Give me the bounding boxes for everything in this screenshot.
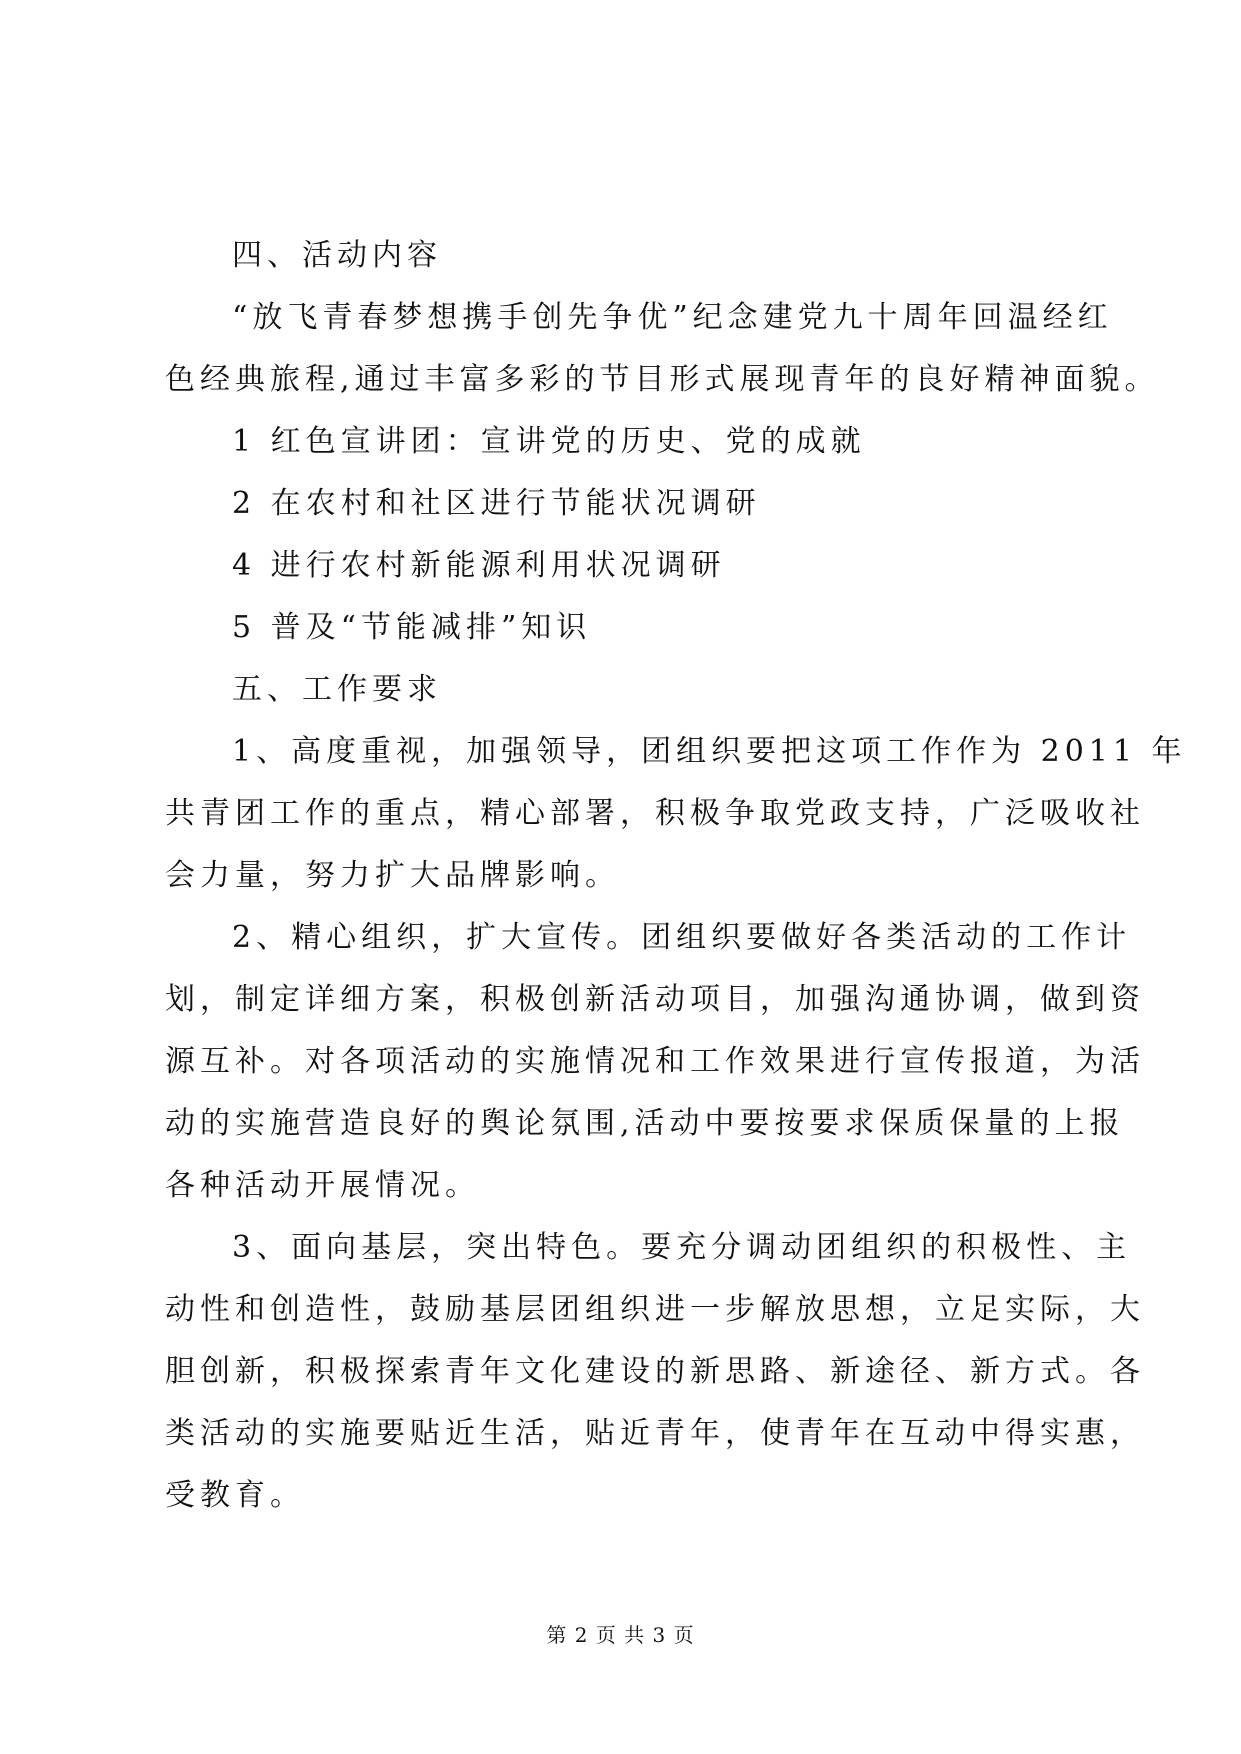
paragraph-line: 动的实施营造良好的舆论氛围,活动中要按要求保质保量的上报: [165, 1106, 1125, 1141]
paragraph-line: 类活动的实施要贴近生活，贴近青年，使青年在互动中得实惠，: [165, 1416, 1145, 1451]
paragraph-line: 源互补。对各项活动的实施情况和工作效果进行宣传报道，为活: [165, 1044, 1145, 1079]
list-item: 1 红色宣讲团：宣讲党的历史、党的成就: [232, 424, 866, 459]
paragraph-line: 胆创新，积极探索青年文化建设的新思路、新途径、新方式。各: [165, 1354, 1145, 1389]
paragraph-line: 2、精心组织，扩大宣传。团组织要做好各类活动的工作计: [232, 920, 1132, 955]
list-item: 2 在农村和社区进行节能状况调研: [232, 486, 761, 521]
paragraph-line: 3、面向基层，突出特色。要充分调动团组织的积极性、主: [232, 1230, 1132, 1265]
paragraph-line: 划，制定详细方案，积极创新活动项目，加强沟通协调，做到资: [165, 982, 1145, 1017]
section-heading: 四、活动内容: [232, 238, 442, 273]
paragraph-line: 各种活动开展情况。: [165, 1168, 480, 1203]
paragraph-line: 会力量，努力扩大品牌影响。: [165, 858, 620, 893]
paragraph-line: 1、高度重视，加强领导，团组织要把这项工作作为 2011 年: [232, 734, 1187, 769]
section-heading: 五、工作要求: [232, 672, 442, 707]
paragraph-line: 动性和创造性，鼓励基层团组织进一步解放思想，立足实际，大: [165, 1292, 1145, 1327]
list-item: 4 进行农村新能源利用状况调研: [232, 548, 726, 583]
paragraph-line: 共青团工作的重点，精心部署，积极争取党政支持，广泛吸收社: [165, 796, 1145, 831]
paragraph-line: 受教育。: [165, 1478, 305, 1513]
list-item: 5 普及“节能减排”知识: [232, 610, 592, 645]
paragraph-line: 色经典旅程,通过丰富多彩的节目形式展现青年的良好精神面貌。: [165, 362, 1160, 397]
paragraph-line: “放飞青春梦想携手创先争优”纪念建党九十周年回温经红: [232, 300, 1113, 335]
page-number-footer: 第 2 页 共 3 页: [546, 1623, 695, 1647]
